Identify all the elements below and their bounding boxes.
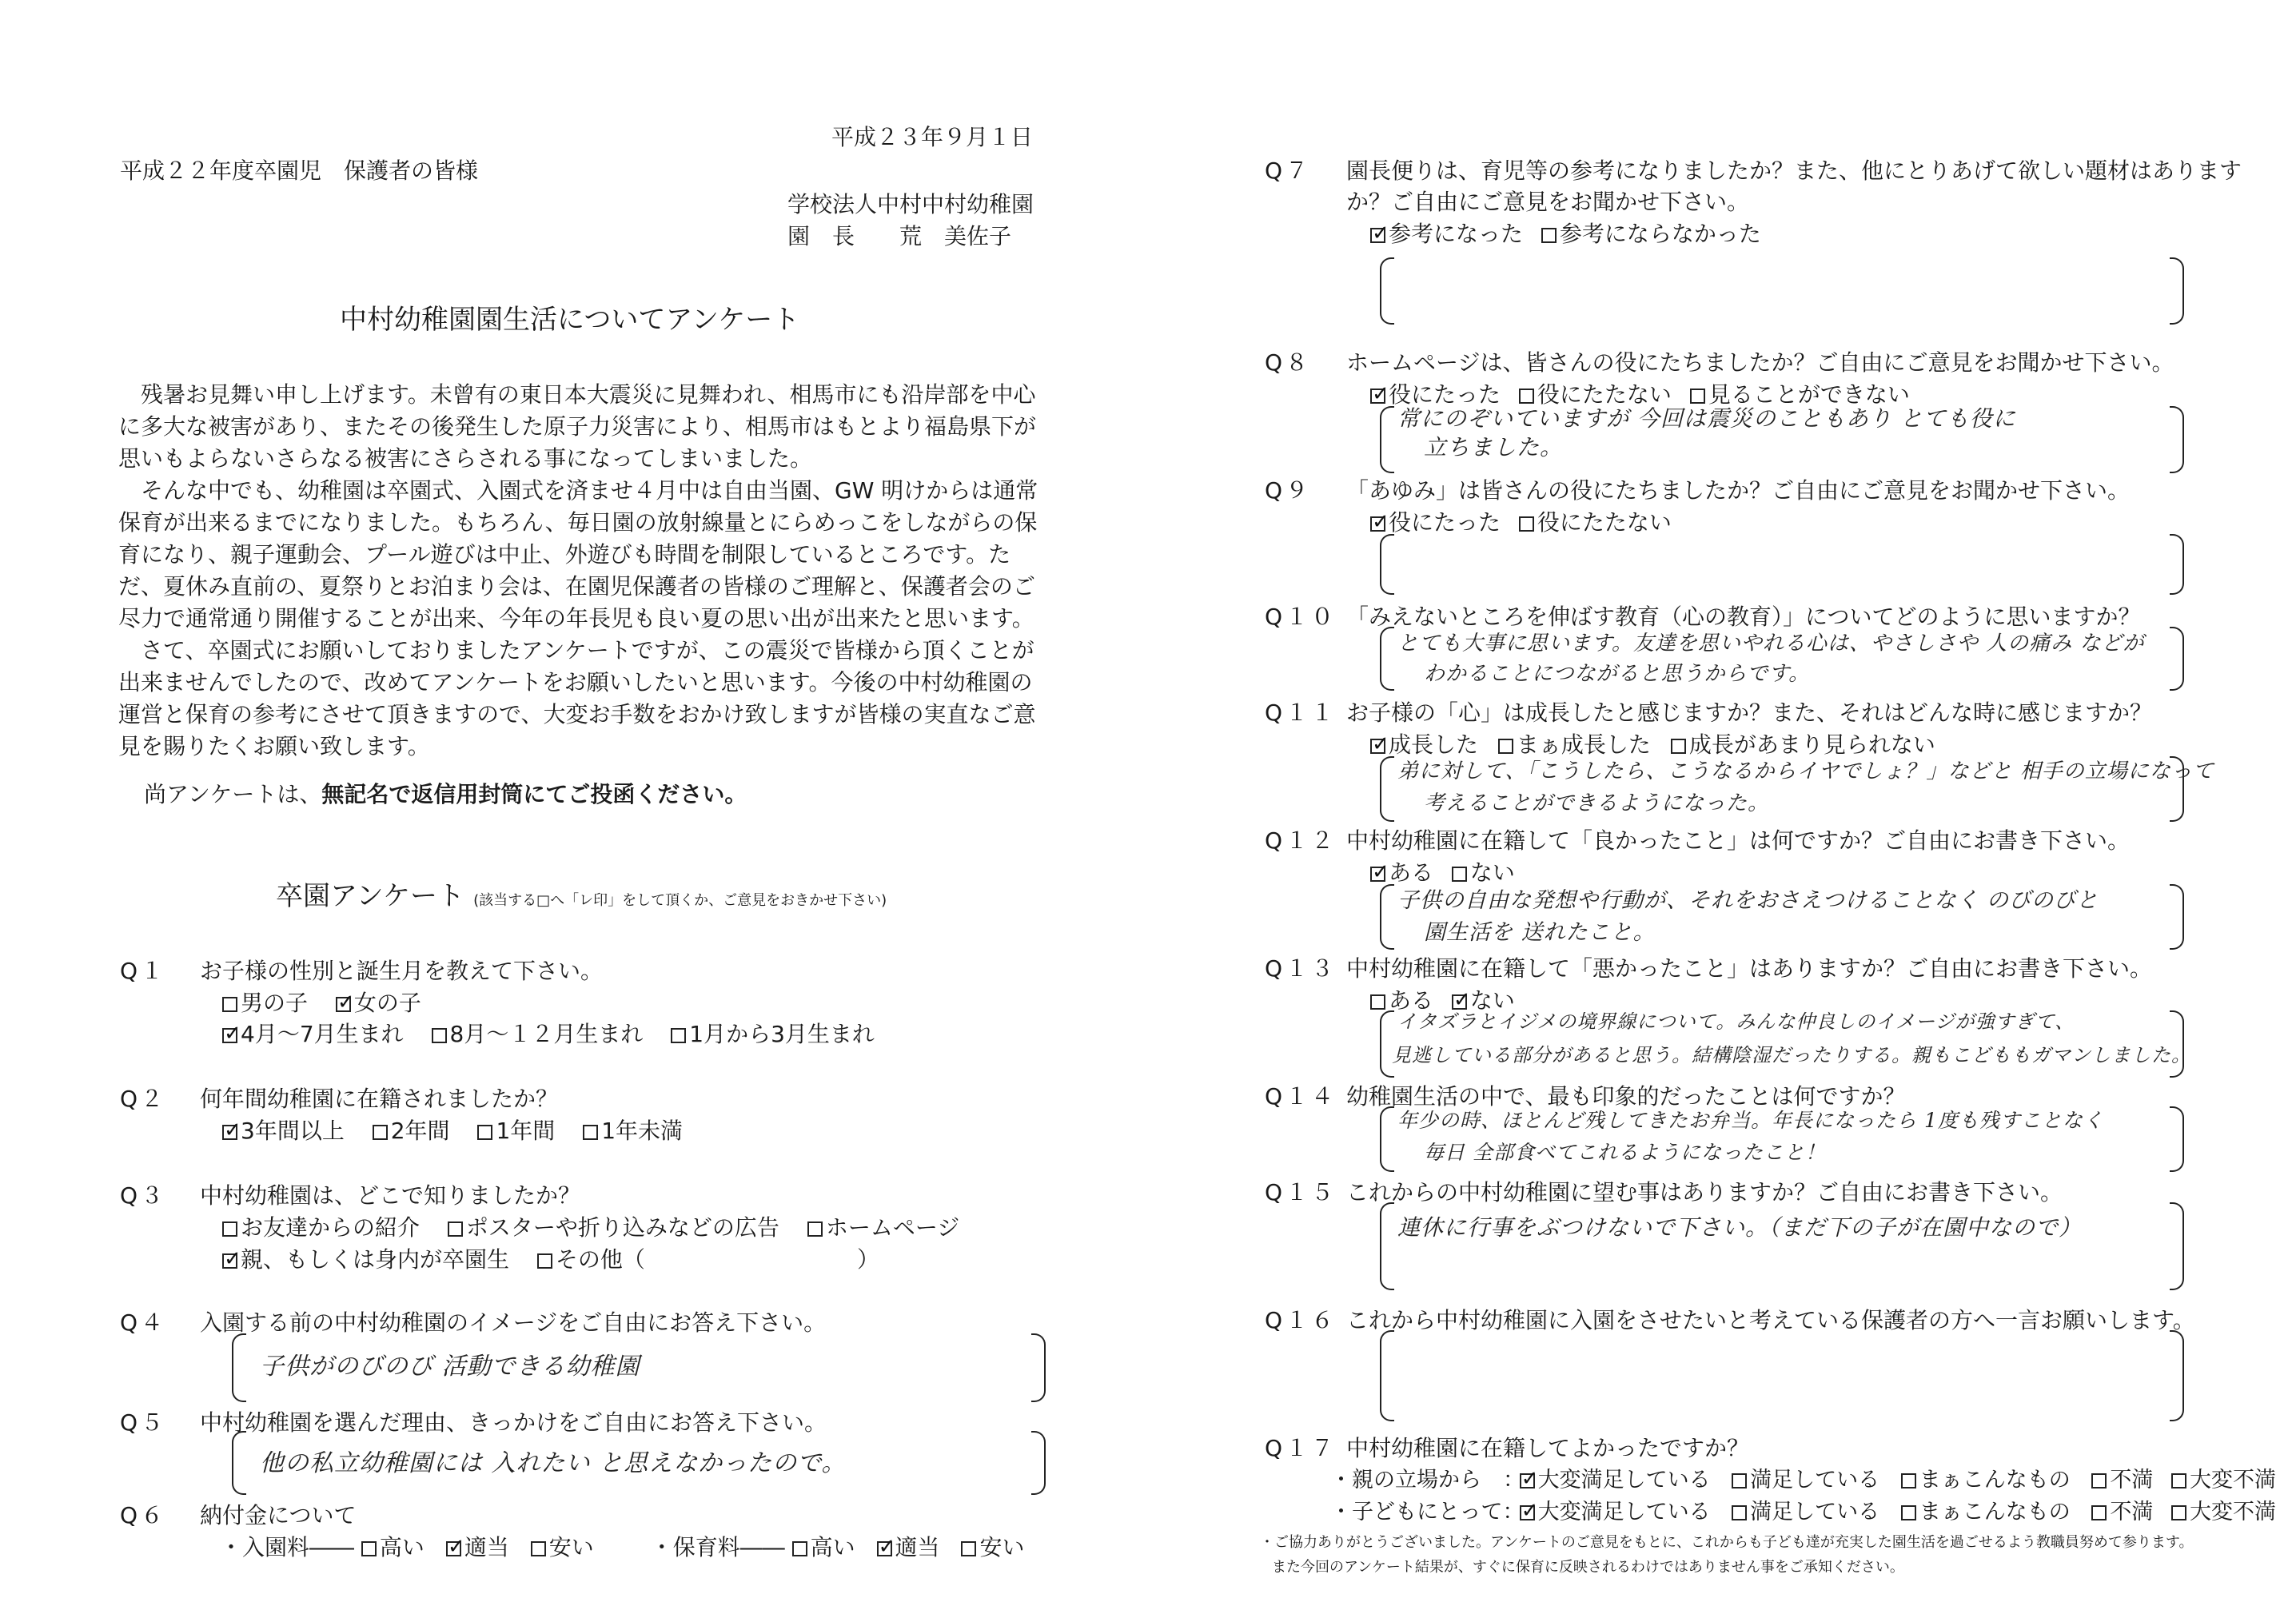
q6-options	[220, 1530, 1024, 1562]
letter-date: 平成２３年９月１日	[831, 124, 1034, 150]
q3-question: 中村幼稚園は、どこで知りましたか？	[200, 1182, 581, 1209]
checkbox[interactable]	[1901, 1473, 1916, 1488]
q11-answer-line1[interactable]: 弟に対して、「こうしたら、こうなるからイヤでしょ？」などと 相手の立場になって	[1397, 759, 2214, 783]
intro-paragraph: そんな中でも、幼稚園は卒園式、入園式を済ませ４月中は自由当園、GW 明けからは通常保育が出来るまでになりました。もちろん、毎日園の放射線量とにらめっこをしながらの保育になり、親子運動会、プール遊びは中止、外遊びも時間を制限しているところです。ただ、夏休み直前の、夏祭りとお泊まり会は、在園児保護者の皆様のご理解と、保護者会のご尽力で通常通り開催することが出来、今年の年長児も良い夏の思い出が出来たと思います。	[118, 477, 1038, 632]
intro-paragraph: 残暑お見舞い申し上げます。未曾有の東日本大震災に見舞われ、相馬市にも沿岸部を中心に多大な被害があり、またその後発生した原子力災害により、相馬市はもとより福島県下が思いもよらないさらなる被害にさらされる事になってしまいました。	[118, 381, 1037, 472]
checkbox[interactable]	[1901, 1505, 1916, 1520]
q17-child-label: ・子どもにとって：	[1330, 1500, 1525, 1524]
checkbox-checked[interactable]	[336, 997, 351, 1012]
q16-number: Q１６	[1265, 1307, 1337, 1333]
footer-thanks: ・ご協力ありがとうございました。アンケートのご意見をもとに、これからも子ども達が充実した園生活を過ごせるよう教職員努めて参ります。	[1260, 1534, 2194, 1551]
q10-answer-line1[interactable]: とても大事に思います。友達を思いやれる心は、やさしさや 人の痛み などが	[1397, 632, 2145, 656]
checkbox-checked[interactable]	[222, 1253, 237, 1269]
checkbox-checked[interactable]	[877, 1541, 892, 1556]
q1-option-boy[interactable]: 男の子	[222, 986, 308, 1018]
q6-number: Q６	[120, 1502, 167, 1528]
q8-bracket-right	[2170, 406, 2184, 473]
q1-option-jan-mar[interactable]: 1月から3月生まれ	[671, 1017, 875, 1049]
q5-bracket-right	[1031, 1431, 1046, 1495]
q9-options	[1370, 505, 1692, 537]
q9-question: 「あゆみ」は皆さんの役にたちましたか？ご自由にご意見をお聞かせ下さい。	[1346, 477, 2131, 504]
q17-child-satisfied[interactable]: 満足している	[1732, 1494, 1879, 1525]
q7-bracket-left	[1380, 257, 1394, 325]
q12-answer-line1[interactable]: 子供の自由な発想や行動が、それをおさえつけることなく のびのびと	[1397, 888, 2099, 913]
q9-option-useful[interactable]: ✓役にたった	[1370, 505, 1501, 537]
checkbox[interactable]	[448, 1221, 463, 1237]
checkbox[interactable]	[361, 1541, 377, 1556]
q8-number: Q８	[1265, 349, 1312, 376]
q17-parent-label: ・親の立場から ：	[1330, 1468, 1525, 1492]
survey-instructions: (該当する□へ「レ印」をして頂くか、ご意見をおきかせ下さい)	[473, 892, 887, 909]
q17-child-very-satisfied[interactable]: ✓ 大変満足している	[1520, 1494, 1711, 1525]
q3-number: Q３	[120, 1182, 167, 1209]
q4-handwritten-answer[interactable]: 子供がのびのび 活動できる幼稚園	[260, 1353, 640, 1381]
checkbox[interactable]	[373, 1125, 388, 1140]
q17-parent-very-satisfied[interactable]: ✓ 大変満足している	[1520, 1462, 1711, 1493]
q1-question: お子様の性別と誕生月を教えて下さい。	[200, 958, 604, 984]
q14-question: 幼稚園生活の中で、最も印象的だったことは何ですか？	[1346, 1083, 1906, 1110]
q13-number: Q１３	[1265, 955, 1337, 982]
checkbox[interactable]	[792, 1541, 807, 1556]
q6-question: 納付金について	[200, 1502, 357, 1528]
intro-letter	[118, 379, 1046, 763]
q3-option-parent-alumni[interactable]: ✓親、もしくは身内が卒園生	[222, 1242, 509, 1274]
q16-question: これから中村幼稚園に入園をさせたいと考えている保護者の方へ一言お願いします。	[1346, 1307, 2195, 1333]
q9-bracket-right	[2170, 534, 2184, 595]
q4-number: Q４	[120, 1309, 167, 1336]
q10-question: 「みえないところを伸ばす教育（心の教育）」についてどのように思いますか？	[1346, 604, 2141, 630]
q10-number: Q１０	[1265, 604, 1337, 630]
survey-heading	[276, 874, 887, 913]
q15-number: Q１５	[1265, 1179, 1337, 1206]
q4-bracket-left	[232, 1333, 246, 1402]
checkbox-checked[interactable]	[1370, 867, 1385, 882]
q6-tuition-high[interactable]: 高い	[792, 1530, 855, 1562]
q6-entry-fee-label: ・入園料――	[220, 1534, 355, 1560]
q16-bracket-right	[2170, 1330, 2184, 1421]
principal-name: 園 長 荒 美佐子	[787, 223, 1012, 249]
q6-entry-fair[interactable]: ✓ 適当	[446, 1530, 509, 1562]
return-note-prefix: 尚アンケートは、	[144, 781, 322, 807]
footer-note: また今回のアンケート結果が、すぐに保育に反映されるわけではありません事をご承知ください。	[1272, 1559, 1904, 1576]
checkbox[interactable]	[1732, 1505, 1747, 1520]
checkbox-checked[interactable]	[1370, 739, 1385, 754]
q2-option-2years[interactable]: 2年間	[373, 1114, 450, 1146]
q15-bracket-right	[2170, 1202, 2184, 1290]
checkbox[interactable]	[537, 1253, 552, 1269]
q3-option-poster[interactable]: ポスターや折り込みなどの広告	[448, 1210, 779, 1242]
q6-tuition-label: ・保育料――	[650, 1534, 785, 1560]
checkbox-checked[interactable]	[1520, 1473, 1535, 1488]
q7-option-helpful[interactable]: ✓参考になった	[1370, 217, 1523, 249]
right-page	[1148, 0, 2296, 1618]
intro-paragraph: さて、卒園式にお願いしておりましたアンケートですが、この震災で皆様から頂くことが出来ませんでしたので、改めてアンケートをお願いしたいと思います。今後の中村幼稚園の運営と保育の参考にさせて頂きますので、大変お手数をおかけ致しますが皆様の実直なご意見を賜りたくお願い致します。	[118, 637, 1036, 759]
checkbox-checked[interactable]	[1370, 228, 1385, 243]
q3-option-homepage[interactable]: ホームページ	[807, 1210, 959, 1242]
checkbox[interactable]	[222, 1221, 237, 1237]
q17-child-dissatisfied[interactable]: 不満	[2091, 1494, 2153, 1525]
checkbox-checked[interactable]	[222, 1028, 237, 1043]
q1-option-apr-jul[interactable]: ✓4月～7月生まれ	[222, 1017, 404, 1049]
checkbox[interactable]	[1519, 516, 1534, 532]
q11-bracket-left	[1380, 756, 1394, 822]
q7-option-not-helpful[interactable]: 参考にならなかった	[1541, 217, 1761, 249]
checkbox[interactable]	[583, 1125, 598, 1140]
checkbox-checked[interactable]	[1520, 1505, 1535, 1520]
q4-question: 入園する前の中村幼稚園のイメージをご自由にお答え下さい。	[200, 1309, 827, 1336]
q12-question: 中村幼稚園に在籍して「良かったこと」は何ですか？ご自由にお書き下さい。	[1346, 827, 2131, 854]
q14-bracket-left	[1380, 1106, 1394, 1172]
q5-bracket-left	[232, 1431, 246, 1495]
q2-question: 何年間幼稚園に在籍されましたか？	[200, 1086, 559, 1112]
q17-child-so-so[interactable]: まぁこんなもの	[1901, 1494, 2071, 1525]
checkbox-checked[interactable]	[222, 1125, 237, 1140]
q6-tuition-cheap[interactable]: 安い	[961, 1530, 1024, 1562]
q11-option-grew[interactable]: ✓成長した	[1370, 727, 1478, 759]
q7-number: Q７	[1265, 157, 1312, 184]
q7-question-line2: か？ご自由にご意見をお聞かせ下さい。	[1346, 189, 1750, 215]
q13-option-no[interactable]: ✓ ない	[1452, 983, 1515, 1015]
school-name: 学校法人中村中村幼稚園	[787, 191, 1034, 217]
q12-bracket-left	[1380, 884, 1394, 950]
checkbox[interactable]	[1541, 228, 1557, 243]
checkbox[interactable]	[432, 1028, 447, 1043]
q17-child-row	[1330, 1494, 2276, 1525]
q9-option-not-useful[interactable]: 役にたたない	[1519, 505, 1672, 537]
q12-number: Q１２	[1265, 827, 1337, 854]
q7-question-line1: 園長便りは、育児等の参考になりましたか？また、他にとりあげて欲しい題材はあります	[1346, 157, 2242, 184]
return-note	[144, 777, 747, 809]
q6-tuition-fair[interactable]: ✓ 適当	[877, 1530, 940, 1562]
q2-options	[222, 1114, 704, 1146]
q17-question: 中村幼稚園に在籍してよかったですか？	[1346, 1435, 1750, 1461]
q11-option-grew-somewhat[interactable]: まぁ成長した	[1498, 727, 1651, 759]
q17-parent-satisfied[interactable]: 満足している	[1732, 1462, 1879, 1493]
q15-question: これからの中村幼稚園に望む事はありますか？ご自由にお書き下さい。	[1346, 1179, 2063, 1206]
q14-answer-line2[interactable]: 毎日 全部食べてこれるようになったこと！	[1424, 1141, 1826, 1164]
q2-option-1year[interactable]: 1年間	[477, 1114, 555, 1146]
q12-option-no[interactable]: ない	[1452, 855, 1515, 887]
q9-bracket-left	[1380, 534, 1394, 595]
q12-bracket-right	[2170, 884, 2184, 950]
checkbox-checked[interactable]	[1370, 389, 1385, 404]
checkbox[interactable]	[2171, 1473, 2186, 1488]
q3-options-row1	[222, 1210, 980, 1242]
q3-option-other[interactable]: その他（ ）	[537, 1242, 879, 1274]
q1-number: Q１	[120, 958, 167, 984]
q8-answer-line1[interactable]: 常にのぞいていますが 今回は震災のこともあり とても役に	[1397, 405, 2016, 432]
q10-bracket-right	[2170, 627, 2184, 691]
q7-options	[1370, 217, 1782, 249]
q8-answer-line2[interactable]: 立ちました。	[1424, 434, 1564, 460]
q5-number: Q５	[120, 1409, 167, 1436]
q13-answer-line2[interactable]: 見逃している部分があると思う。結構陰湿だったりする。親もこどももガマンしました。	[1392, 1044, 2191, 1066]
addressee: 平成２２年度卒園児 保護者の皆様	[120, 157, 479, 184]
page-title: 中村幼稚園園生活についてアンケート	[340, 304, 800, 336]
q7-bracket-right	[2170, 257, 2184, 325]
q6-entry-cheap[interactable]: 安い	[531, 1530, 594, 1562]
survey-title: 卒園アンケート	[276, 880, 464, 912]
q13-question: 中村幼稚園に在籍して「悪かったこと」はありますか？ご自由にお書き下さい。	[1346, 955, 2153, 982]
q1-gender-options	[222, 986, 442, 1018]
q8-option-not-useful[interactable]: 役にたたない	[1519, 377, 1672, 409]
checkbox-checked[interactable]	[446, 1541, 461, 1556]
return-note-emphasis: 無記名で返信用封筒にてご投函ください。	[321, 781, 747, 807]
q5-handwritten-answer[interactable]: 他の私立幼稚園には 入れたい と思えなかったので。	[260, 1449, 847, 1477]
checkbox[interactable]	[2171, 1505, 2186, 1520]
q1-option-girl[interactable]: ✓ 女の子	[336, 986, 421, 1018]
q17-child-very-dissatisfied[interactable]: 大変不満	[2171, 1494, 2276, 1525]
q2-option-under1[interactable]: 1年未満	[583, 1114, 683, 1146]
q2-option-3years[interactable]: ✓3年間以上	[222, 1114, 345, 1146]
q15-answer[interactable]: 連休に行事をぶつけないで下さい。（まだ下の子が在園中なので）	[1397, 1214, 2083, 1241]
q12-option-yes[interactable]: ✓ある	[1370, 855, 1433, 887]
checkbox[interactable]	[477, 1125, 492, 1140]
q17-parent-row	[1330, 1462, 2276, 1493]
q13-option-yes[interactable]: ある	[1370, 983, 1433, 1015]
q14-bracket-right	[2170, 1106, 2184, 1172]
q10-answer-line2[interactable]: わかることにつながると思うからです。	[1424, 662, 1811, 686]
q8-option-useful[interactable]: ✓役にたった	[1370, 377, 1501, 409]
q5-question: 中村幼稚園を選んだ理由、きっかけをご自由にお答え下さい。	[200, 1409, 827, 1436]
q17-parent-so-so[interactable]: まぁこんなもの	[1901, 1462, 2071, 1493]
q11-question: お子様の「心」は成長したと感じますか？また、それはどんな時に感じますか？	[1346, 699, 2153, 726]
q8-question: ホームページは、皆さんの役にたちましたか？ご自由にご意見をお聞かせ下さい。	[1346, 349, 2174, 376]
q17-parent-dissatisfied[interactable]: 不満	[2091, 1462, 2153, 1493]
checkbox[interactable]	[1452, 867, 1467, 882]
checkbox[interactable]	[1732, 1473, 1747, 1488]
q9-number: Q９	[1265, 477, 1312, 504]
q14-number: Q１４	[1265, 1083, 1337, 1110]
checkbox[interactable]	[807, 1221, 823, 1237]
q3-option-friend[interactable]: お友達からの紹介	[222, 1210, 420, 1242]
q11-option-little-growth[interactable]: 成長があまり見られない	[1671, 727, 1935, 759]
q11-answer-line2[interactable]: 考えることができるようになった。	[1424, 791, 1770, 815]
checkbox-checked[interactable]	[1370, 516, 1385, 532]
checkbox[interactable]	[1370, 994, 1385, 1010]
q8-bracket-left	[1380, 406, 1394, 473]
q1-month-options	[222, 1017, 895, 1049]
q10-bracket-left	[1380, 627, 1394, 691]
q6-entry-high[interactable]: 高い	[361, 1530, 425, 1562]
q2-number: Q２	[120, 1086, 167, 1112]
q3-options-row2	[222, 1242, 900, 1274]
q11-number: Q１１	[1265, 699, 1337, 726]
checkbox[interactable]	[2091, 1505, 2107, 1520]
checkbox[interactable]	[222, 997, 237, 1012]
checkbox[interactable]	[1671, 739, 1686, 754]
q17-parent-very-dissatisfied[interactable]: 大変不満	[2171, 1462, 2276, 1493]
q13-answer-line1[interactable]: イタズラとイジメの境界線について。みんな仲良しのイメージが強すぎて、	[1397, 1010, 2075, 1033]
q14-answer-line1[interactable]: 年少の時、ほとんど残してきたお弁当。年長になったら 1度も残すことなく	[1397, 1109, 2104, 1132]
checkbox[interactable]	[1498, 739, 1513, 754]
q16-bracket-left	[1380, 1330, 1394, 1421]
checkbox[interactable]	[531, 1541, 546, 1556]
q15-bracket-left	[1380, 1202, 1394, 1290]
q8-option-cannot-view[interactable]: 見ることができない	[1690, 377, 1910, 409]
q4-bracket-right	[1031, 1333, 1046, 1402]
checkbox[interactable]	[2091, 1473, 2107, 1488]
checkbox[interactable]	[671, 1028, 686, 1043]
q12-answer-line2[interactable]: 園生活を 送れたこと。	[1424, 920, 1656, 945]
q1-option-aug-dec[interactable]: 8月～１２月生まれ	[432, 1017, 644, 1049]
q17-number: Q１７	[1265, 1435, 1337, 1461]
checkbox[interactable]	[961, 1541, 976, 1556]
